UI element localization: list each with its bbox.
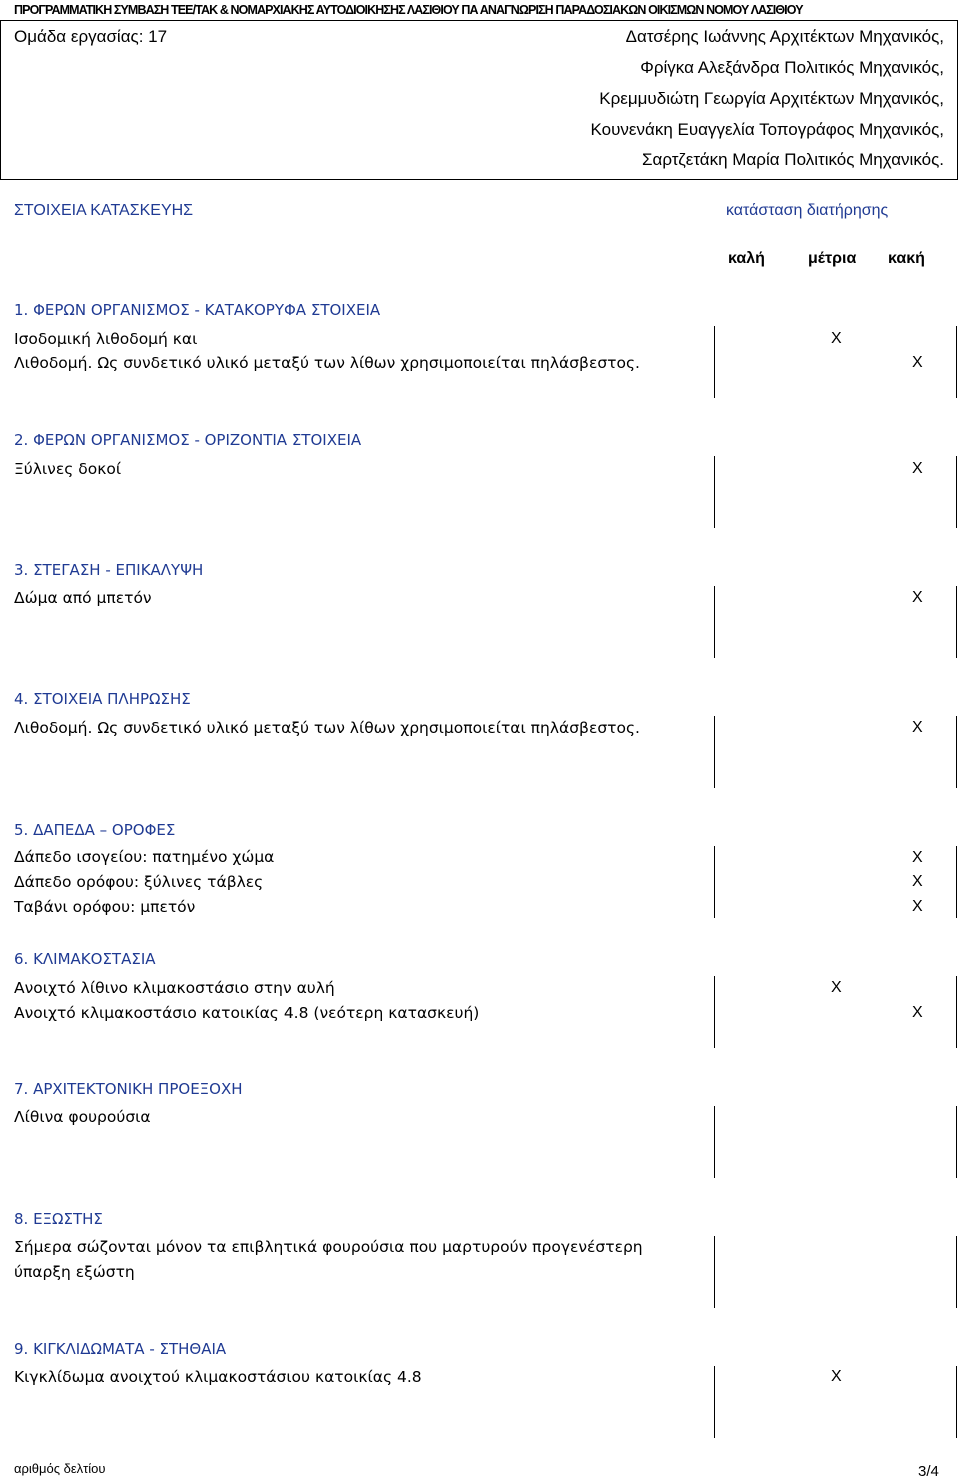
column-divider xyxy=(714,326,715,398)
item-text: Ανοιχτό κλιμακοστάσιο κατοικίας 4.8 (νεότερη κατασκευή) xyxy=(14,1004,480,1022)
column-divider xyxy=(714,1236,715,1308)
section-title: 3. ΣΤΕΓΑΣΗ - ΕΠΙΚΑΛΥΨΗ xyxy=(14,561,204,579)
item-text: Σήμερα σώζονται μόνον τα επιβλητικά φουρούσια που μαρτυρούν προγενέστερη xyxy=(14,1238,643,1256)
section-title: 9. ΚΙΓΚΛΙΔΩΜΑΤΑ - ΣΤΗΘΑΙΑ xyxy=(14,1340,227,1358)
construction-title: ΣΤΟΙΧΕΙΑ ΚΑΤΑΣΚΕΥΗΣ xyxy=(14,202,194,219)
mark-bad: X xyxy=(912,354,923,371)
column-divider xyxy=(956,846,957,918)
column-divider xyxy=(714,1366,715,1438)
item-text: Λίθινα φουρούσια xyxy=(14,1108,151,1126)
project-banner: ΠΡΟΓΡΑΜΜΑΤΙΚΗ ΣΥΜΒΑΣΗ ΤΕΕ/ΤΑΚ & ΝΟΜΑΡΧΙΑΚΗΣ ΑΥΤΟΔΙΟΙΚΗΣΗΣ ΛΑΣΙΘΙΟΥ ΠΑ ΑΝΑΓΝΩΡΙΣΗ ΠΑΡΑΔΟΣΙΑΚΩΝ ΟΙΚΙΣΜΩΝ ΝΟΜΟΥ ΛΑΣΙΘΙΟΥ xyxy=(14,3,803,17)
column-divider xyxy=(956,1366,957,1438)
column-divider xyxy=(714,586,715,658)
member-5: Σαρτζετάκη Μαρία Πολιτικός Μηχανικός. xyxy=(642,150,944,169)
mark-medium: X xyxy=(831,330,842,347)
col-good: καλή xyxy=(728,250,765,267)
page-number: 3/4 xyxy=(918,1463,939,1480)
section-title: 2. ΦΕΡΩΝ ΟΡΓΑΝΙΣΜΟΣ - ΟΡΙΖΟΝΤΙΑ ΣΤΟΙΧΕΙΑ xyxy=(14,431,362,449)
col-bad: κακή xyxy=(888,250,925,267)
group-label: Ομάδα εργασίας: 17 xyxy=(14,27,168,46)
member-2: Φρίγκα Αλεξάνδρα Πολιτικός Μηχανικός, xyxy=(640,58,944,77)
item-text: Ξύλινες δοκοί xyxy=(14,460,122,478)
section-title: 4. ΣΤΟΙΧΕΙΑ ΠΛΗΡΩΣΗΣ xyxy=(14,690,191,708)
item-text: Κιγκλίδωμα ανοιχτού κλιμακοστάσιου κατοικίας 4.8 xyxy=(14,1368,422,1386)
column-divider xyxy=(956,456,957,528)
mark-medium: X xyxy=(831,979,842,996)
item-text: Δάπεδο ορόφου: ξύλινες τάβλες xyxy=(14,873,264,891)
column-divider xyxy=(714,976,715,1048)
section-title: 8. ΕΞΩΣΤΗΣ xyxy=(14,1210,103,1228)
item-text: Ταβάνι ορόφου: μπετόν xyxy=(14,898,196,916)
section-title: 5. ΔΑΠΕΔΑ – ΟΡΟΦΕΣ xyxy=(14,821,176,839)
col-medium: μέτρια xyxy=(808,250,857,267)
section-title: 6. ΚΛΙΜΑΚΟΣΤΑΣΙΑ xyxy=(14,950,156,968)
mark-bad: X xyxy=(912,460,923,477)
section-title: 7. ΑΡΧΙΤΕΚΤΟΝΙΚΗ ΠΡΟΕΞΟΧΗ xyxy=(14,1080,243,1098)
column-divider xyxy=(956,976,957,1048)
item-text: Δώμα από μπετόν xyxy=(14,589,152,607)
column-divider xyxy=(714,716,715,788)
mark-bad: X xyxy=(912,719,923,736)
column-divider xyxy=(956,586,957,658)
condition-label: κατάσταση διατήρησης xyxy=(726,202,889,219)
mark-bad: X xyxy=(912,873,923,890)
member-4: Κουνενάκη Ευαγγελία Τοπογράφος Μηχανικός, xyxy=(590,120,944,139)
column-divider xyxy=(714,846,715,918)
column-divider xyxy=(956,326,957,398)
column-divider xyxy=(714,456,715,528)
section-title: 1. ΦΕΡΩΝ ΟΡΓΑΝΙΣΜΟΣ - ΚΑΤΑΚΟΡΥΦΑ ΣΤΟΙΧΕΙΑ xyxy=(14,301,381,319)
column-divider xyxy=(956,1236,957,1308)
mark-bad: X xyxy=(912,1004,923,1021)
column-divider xyxy=(714,1106,715,1178)
member-1: Δατσέρης Ιωάννης Αρχιτέκτων Μηχανικός, xyxy=(625,27,944,46)
item-text: ύπαρξη εξώστη xyxy=(14,1263,135,1281)
mark-medium: X xyxy=(831,1368,842,1385)
item-text: Ανοιχτό λίθινο κλιμακοστάσιο στην αυλή xyxy=(14,979,335,997)
sheet-number-label: αριθμός δελτίου xyxy=(14,1461,106,1476)
item-text: Δάπεδο ισογείου: πατημένο χώμα xyxy=(14,848,275,866)
mark-bad: X xyxy=(912,898,923,915)
mark-bad: X xyxy=(912,849,923,866)
item-text: Λιθοδομή. Ως συνδετικό υλικό μεταξύ των λίθων χρησιμοποιείται πηλάσβεστος. xyxy=(14,719,640,737)
column-divider xyxy=(956,716,957,788)
item-text: Ισοδομική λιθοδομή και xyxy=(14,330,198,348)
mark-bad: X xyxy=(912,589,923,606)
column-divider xyxy=(956,1106,957,1178)
member-3: Κρεμμυδιώτη Γεωργία Αρχιτέκτων Μηχανικός, xyxy=(599,89,944,108)
item-text: Λιθοδομή. Ως συνδετικό υλικό μεταξύ των λίθων χρησιμοποιείται πηλάσβεστος. xyxy=(14,354,640,372)
